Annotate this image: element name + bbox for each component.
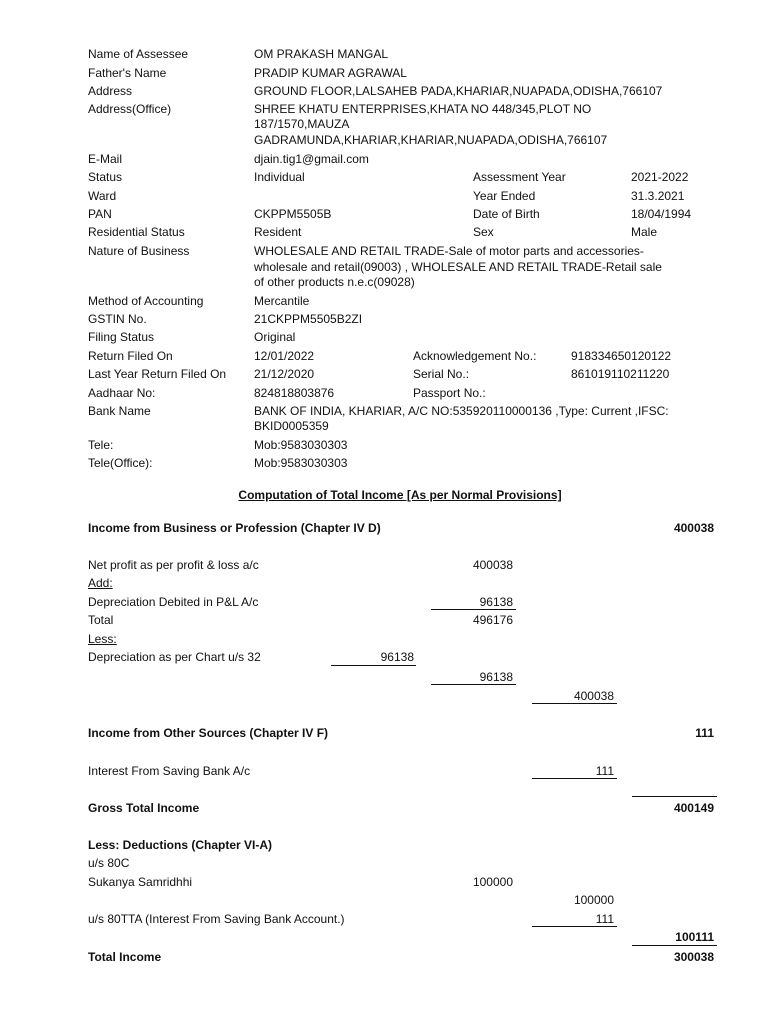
depreciation-chart-sum: 96138	[479, 670, 513, 684]
rule-interest	[532, 778, 617, 779]
label-serial-no: Serial No.:	[413, 367, 470, 381]
label-pan: PAN	[88, 207, 112, 221]
gross-total-label: Gross Total Income	[88, 801, 200, 815]
label-assessment-year: Assessment Year	[473, 170, 566, 184]
label-address-office: Address(Office)	[88, 102, 172, 116]
value-residential-status: Resident	[254, 225, 302, 239]
value-assessment-year: 2021-2022	[631, 170, 689, 184]
label-passport-no: Passport No.:	[413, 386, 486, 400]
rule-80tta	[532, 926, 617, 927]
depreciation-debited-label: Depreciation Debited in P&L A/c	[88, 595, 259, 609]
business-income-heading: Income from Business or Profession (Chapter IV D)	[88, 521, 381, 535]
label-return-filed-on: Return Filed On	[88, 349, 173, 363]
other-sources-heading: Income from Other Sources (Chapter IV F)	[88, 726, 329, 740]
value-email: djain.tig1@gmail.com	[254, 152, 369, 166]
sec-80c-total: 100000	[573, 893, 614, 907]
less-label: Less:	[88, 632, 117, 646]
label-bank-name: Bank Name	[88, 404, 151, 418]
value-tele: Mob:9583030303	[254, 438, 348, 452]
rule-dep-chart-sum	[431, 684, 516, 685]
label-acknowledgement-no: Acknowledgement No.:	[413, 349, 537, 363]
business-net-value: 400038	[573, 689, 614, 703]
sec-80c-label: u/s 80C	[88, 856, 130, 870]
value-name-of-assessee: OM PRAKASH MANGAL	[254, 47, 389, 61]
value-tele-office: Mob:9583030303	[254, 456, 348, 470]
value-pan: CKPPM5505B	[254, 207, 332, 221]
computation-title: Computation of Total Income [As per Normal Provisions]	[238, 488, 562, 502]
interest-saving-label: Interest From Saving Bank A/c	[88, 764, 251, 778]
value-fathers-name: PRADIP KUMAR AGRAWAL	[254, 66, 407, 80]
label-last-year-return: Last Year Return Filed On	[88, 367, 227, 381]
label-tele: Tele:	[88, 438, 114, 452]
rule-dep-chart	[331, 665, 416, 666]
value-acknowledgement-no: 918334650120122	[571, 349, 672, 363]
sec-80tta-value: 111	[595, 912, 614, 926]
rule-gross-top	[632, 796, 717, 797]
add-label: Add:	[88, 576, 113, 590]
label-year-ended: Year Ended	[473, 189, 536, 203]
net-profit-label: Net profit as per profit & loss a/c	[88, 558, 259, 572]
value-last-year-return: 21/12/2020	[254, 367, 315, 381]
rule-deductions-total	[632, 945, 717, 946]
label-aadhaar: Aadhaar No:	[88, 386, 156, 400]
label-fathers-name: Father's Name	[88, 66, 167, 80]
interest-saving-value: 111	[595, 764, 614, 778]
value-nature-line-1: WHOLESALE AND RETAIL TRADE-Sale of motor parts and accessories-	[254, 244, 644, 258]
deductions-total: 100111	[675, 930, 714, 944]
rule-business-net	[532, 703, 617, 704]
label-gstin: GSTIN No.	[88, 312, 147, 326]
label-tele-office: Tele(Office):	[88, 456, 153, 470]
gross-total-value: 400149	[673, 801, 714, 815]
sec-80tta-label: u/s 80TTA (Interest From Saving Bank Account.)	[88, 912, 345, 926]
depreciation-chart-value: 96138	[380, 650, 414, 664]
total-label: Total	[88, 613, 114, 627]
value-gstin: 21CKPPM5505B2ZI	[254, 312, 363, 326]
value-date-of-birth: 18/04/1994	[631, 207, 692, 221]
rule-dep-debited	[431, 609, 516, 610]
value-status: Individual	[254, 170, 305, 184]
label-address: Address	[88, 84, 133, 98]
value-address-office-line-2: 187/1570,MAUZA	[254, 117, 350, 131]
business-income-total: 400038	[673, 521, 714, 535]
value-address-office-line-3: GADRAMUNDA,KHARIAR,KHARIAR,NUAPADA,ODISHA,766107	[254, 133, 608, 147]
label-ward: Ward	[88, 189, 117, 203]
depreciation-debited-value: 96138	[479, 595, 513, 609]
depreciation-chart-label: Depreciation as per Chart u/s 32	[88, 650, 261, 664]
label-email: E-Mail	[88, 152, 123, 166]
value-nature-line-3: of other products n.e.c(09028)	[254, 275, 415, 289]
value-year-ended: 31.3.2021	[631, 189, 685, 203]
value-address: GROUND FLOOR,LALSAHEB PADA,KHARIAR,NUAPADA,ODISHA,766107	[254, 84, 663, 98]
label-nature-of-business: Nature of Business	[88, 244, 190, 258]
label-filing-status: Filing Status	[88, 330, 155, 344]
value-return-filed-on: 12/01/2022	[254, 349, 315, 363]
label-name-of-assessee: Name of Assessee	[88, 47, 189, 61]
sukanya-label: Sukanya Samridhhi	[88, 875, 193, 889]
value-sex: Male	[631, 225, 658, 239]
label-status: Status	[88, 170, 123, 184]
label-residential-status: Residential Status	[88, 225, 185, 239]
sukanya-value: 100000	[472, 875, 513, 889]
label-date-of-birth: Date of Birth	[473, 207, 540, 221]
value-method-of-accounting: Mercantile	[254, 294, 310, 308]
value-aadhaar: 824818803876	[254, 386, 335, 400]
label-sex: Sex	[473, 225, 494, 239]
label-method-of-accounting: Method of Accounting	[88, 294, 204, 308]
total-value: 496176	[472, 613, 513, 627]
total-income-label: Total Income	[88, 950, 162, 964]
value-address-office-line-1: SHREE KHATU ENTERPRISES,KHATA NO 448/345,PLOT NO	[254, 102, 592, 116]
net-profit-value: 400038	[472, 558, 513, 572]
value-serial-no: 861019110211220	[571, 367, 670, 381]
value-filing-status: Original	[254, 330, 296, 344]
value-nature-line-2: wholesale and retail(09003) , WHOLESALE AND RETAIL TRADE-Retail sale	[254, 260, 662, 274]
total-income-value: 300038	[673, 950, 714, 964]
value-bank-line-2: BKID0005359	[254, 419, 329, 433]
other-sources-total: 111	[695, 726, 714, 740]
deductions-heading: Less: Deductions (Chapter VI-A)	[88, 838, 273, 852]
value-bank-line-1: BANK OF INDIA, KHARIAR, A/C NO:535920110000136 ,Type: Current ,IFSC:	[254, 404, 669, 418]
